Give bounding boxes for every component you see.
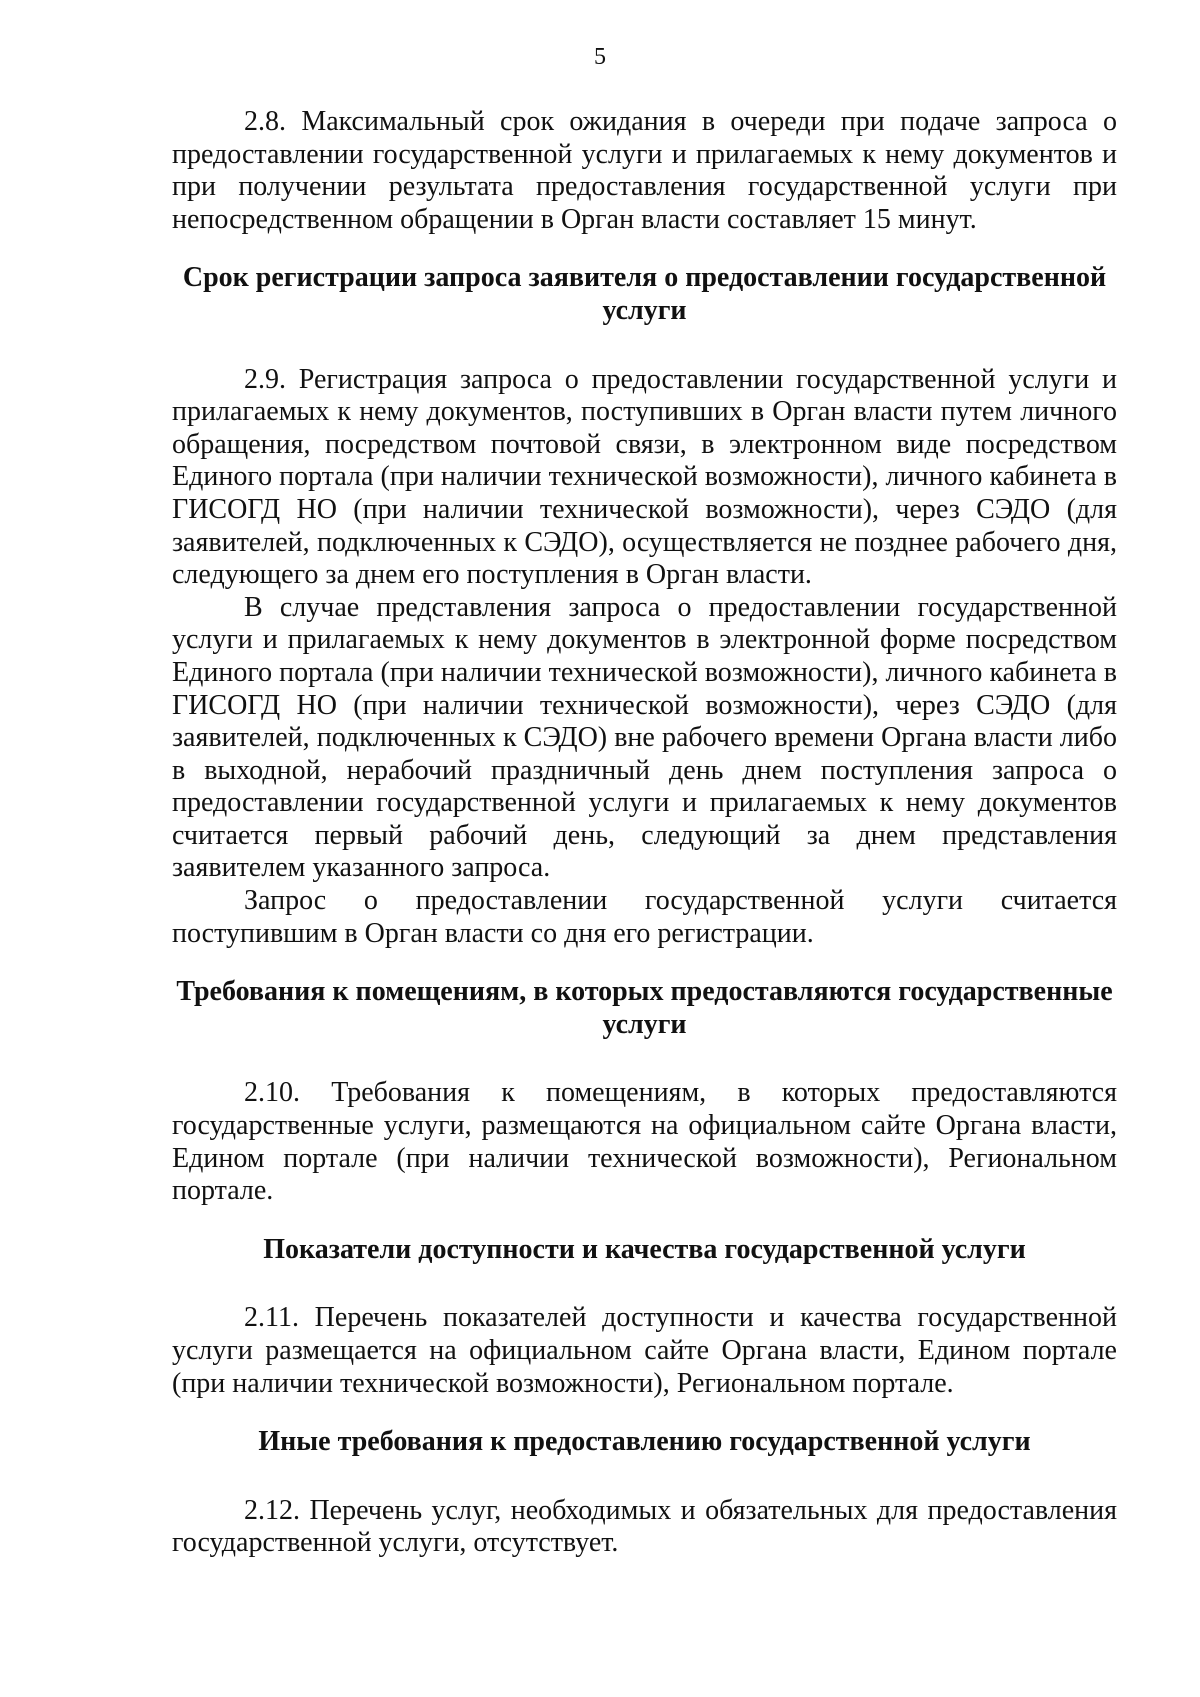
spacer bbox=[172, 1400, 1117, 1426]
paragraph-2-11: 2.11. Перечень показателей доступности и качества государственной услуги размещается на официальном сайте Органа власти, Едином портале (при наличии технической возможности), Региональном портале. bbox=[172, 1302, 1117, 1399]
heading-registration-term: Срок регистрации запроса заявителя о предоставлении государственной услуги bbox=[182, 262, 1107, 326]
spacer bbox=[172, 1266, 1117, 1302]
paragraph-2-10: 2.10. Требования к помещениям, в которых предоставляются государственные услуги, размещаются на официальном сайте Органа власти, Едином портале (при наличии технической возможности), Региональном портале. bbox=[172, 1077, 1117, 1207]
spacer bbox=[172, 950, 1117, 976]
spacer bbox=[172, 328, 1117, 364]
heading-premises-requirements: Требования к помещениям, в которых предоставляются государственные услуги bbox=[176, 976, 1113, 1040]
document-body bbox=[172, 106, 1117, 1560]
paragraph-2-9-registration-date: Запрос о предоставлении государственной услуги считается поступившим в Орган власти со дня его регистрации. bbox=[172, 885, 1117, 949]
paragraph-2-12: 2.12. Перечень услуг, необходимых и обязательных для предоставления государственной услуги, отсутствует. bbox=[172, 1494, 1117, 1559]
spacer bbox=[172, 236, 1117, 262]
paragraph-2-9-electronic: В случае представления запроса о предоставлении государственной услуги и прилагаемых к нему документов в электронной форме посредством Единого портала (при наличии технической возможности), личного кабинета в ГИСОГД НО (при наличии технической возможности), через СЭДО (для заявителей, подключенных к СЭДО) вне рабочего времени Органа власти либо в выходной, нерабочий праздничный день днем поступления запроса о предоставлении государственной услуги и прилагаемых к нему документов считается первый рабочий день, следующий за днем представления заявителем указанного запроса. bbox=[172, 591, 1117, 884]
spacer bbox=[172, 1459, 1117, 1495]
paragraph-2-9: 2.9. Регистрация запроса о предоставлении государственной услуги и прилагаемых к нему документов, поступивших в Орган власти путем личного обращения, посредством почтовой связи, в электронном виде посредством Единого портала (при наличии технической возможности), личного кабинета в ГИСОГД НО (при наличии технической возможности), через СЭДО (для заявителей, подключенных к СЭДО), осуществляется не позднее рабочего дня, следующего за днем его поступления в Орган власти. bbox=[172, 363, 1117, 591]
heading-accessibility-indicators: Показатели доступности и качества государственной услуги bbox=[263, 1233, 1026, 1265]
heading-other-requirements: Иные требования к предоставлению государственной услуги bbox=[258, 1426, 1031, 1458]
paragraph-2-8: 2.8. Максимальный срок ожидания в очереди при подаче запроса о предоставлении государственной услуги и прилагаемых к нему документов и при получении результата предоставления государственной услуги при непосредственном обращении в Орган власти составляет 15 минут. bbox=[172, 106, 1117, 235]
page-number: 5 bbox=[594, 44, 606, 70]
spacer bbox=[172, 1041, 1117, 1077]
spacer bbox=[172, 1208, 1117, 1234]
